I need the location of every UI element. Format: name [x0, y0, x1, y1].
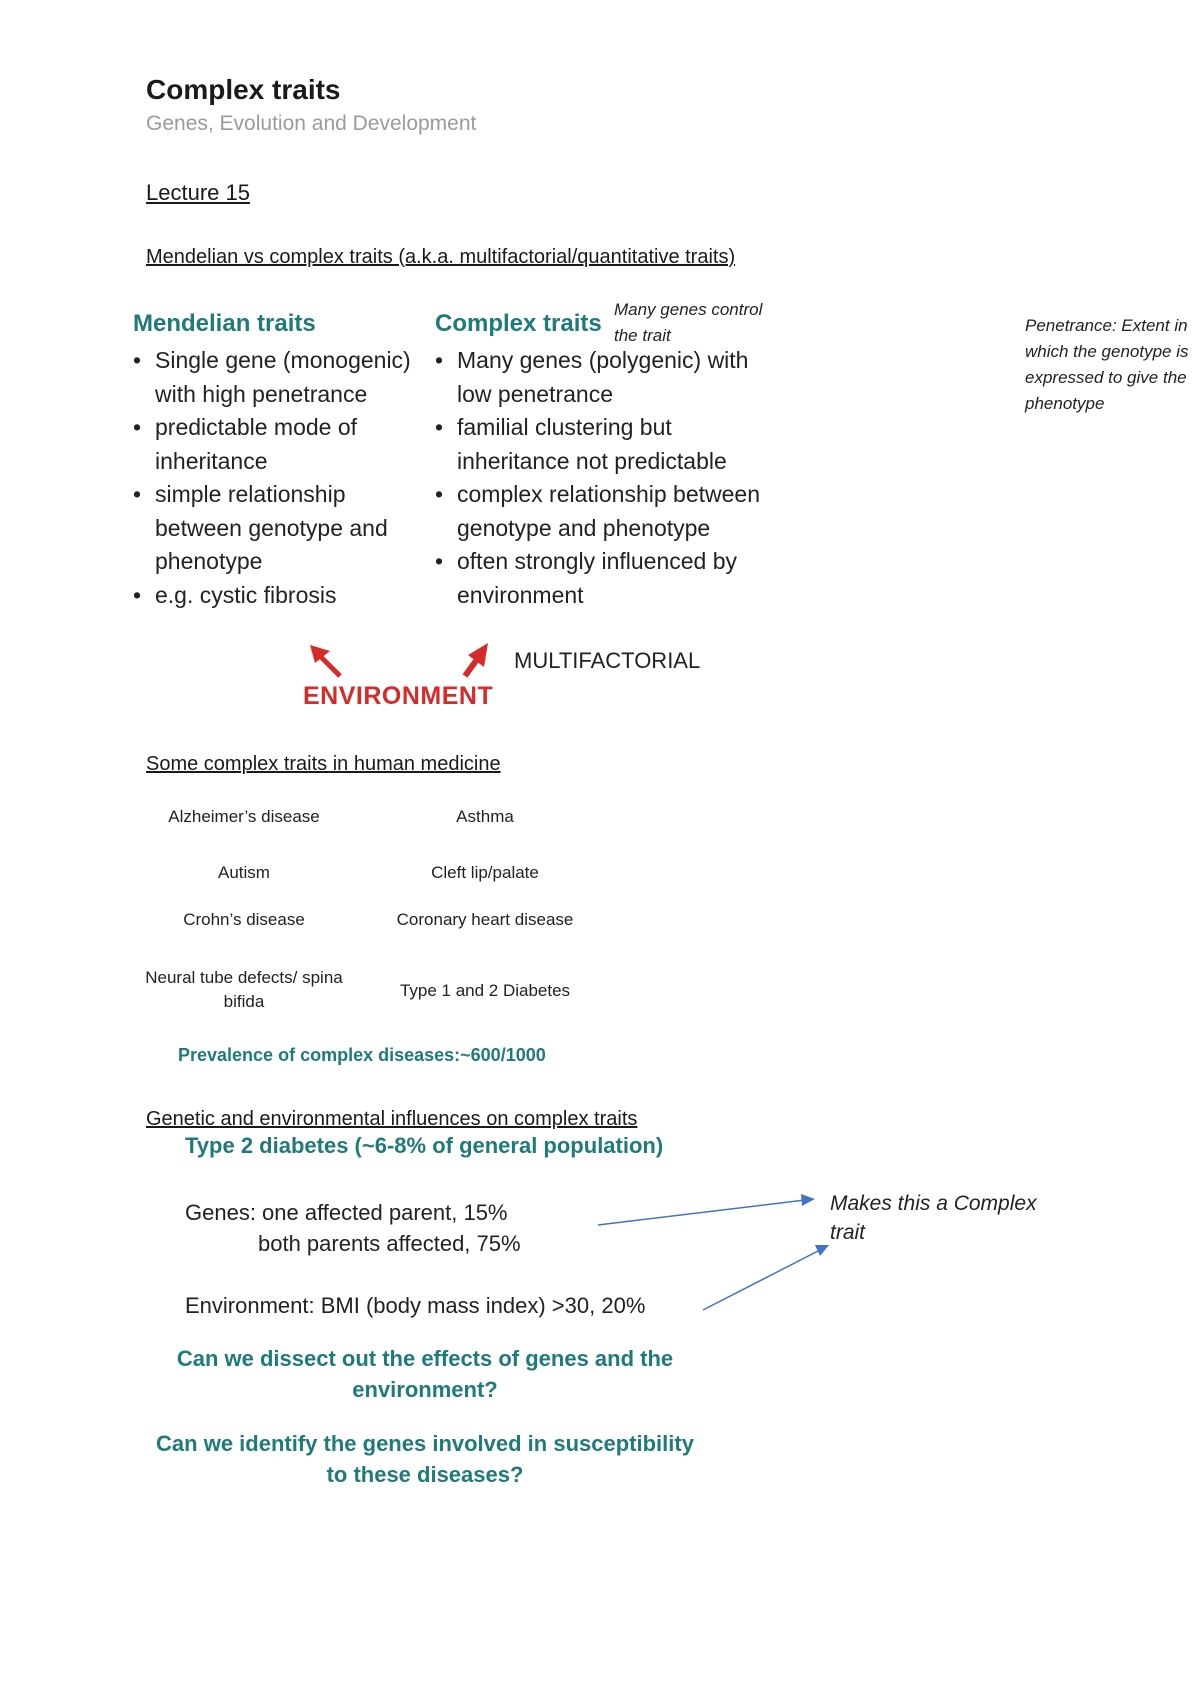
- course-subtitle: Genes, Evolution and Development: [146, 112, 477, 135]
- disease-cell: Asthma: [456, 807, 514, 826]
- mendelian-traits-list: [133, 344, 413, 612]
- penetrance-note: Penetrance: Extent in which the genotype is expressed to give the phenotype: [1025, 316, 1189, 413]
- prevalence-text: Prevalence of complex diseases:~600/1000: [178, 1045, 546, 1065]
- list-item: • e.g. cystic fibrosis: [133, 579, 413, 613]
- disease-cell: Autism: [218, 863, 270, 882]
- genes-both-parents-text: both parents affected, 75%: [258, 1231, 521, 1256]
- list-item: • Single gene (monogenic) with high penetrance: [133, 344, 413, 411]
- disease-cell: Type 1 and 2 Diabetes: [399, 981, 571, 1000]
- environment-bmi-text: Environment: BMI (body mass index) >30, 20%: [185, 1293, 646, 1318]
- list-item: • often strongly influenced by environment: [435, 545, 780, 612]
- page-title: Complex traits: [146, 74, 341, 105]
- environment-arrow-right: [465, 643, 488, 676]
- question-identify-genes: Can we identify the genes involved in susceptibility to these diseases?: [156, 1431, 694, 1487]
- mendelian-traits-title: Mendelian traits: [133, 310, 316, 337]
- section-heading-complex-traits-medicine: Some complex traits in human medicine: [146, 753, 501, 775]
- many-genes-note: Many genes control the trait: [614, 300, 763, 345]
- list-item: • predictable mode of inheritance: [133, 411, 413, 478]
- type2-diabetes-heading: Type 2 diabetes (~6-8% of general population): [185, 1133, 664, 1158]
- disease-cell: Coronary heart disease: [396, 910, 574, 929]
- environment-arrow-left: [310, 645, 340, 676]
- question-dissect-effects: Can we dissect out the effects of genes and the environment?: [176, 1346, 674, 1402]
- genes-one-parent-text: Genes: one affected parent, 15%: [185, 1200, 508, 1225]
- disease-cell: Cleft lip/palate: [431, 863, 539, 882]
- list-item: • simple relationship between genotype and phenotype: [133, 478, 413, 579]
- arrow-environment-to-note: [703, 1245, 829, 1310]
- disease-cell: Neural tube defects/ spina bifida: [145, 968, 343, 1011]
- section-heading-mendelian-vs-complex: Mendelian vs complex traits (a.k.a. multifactorial/quantitative traits): [146, 246, 736, 268]
- list-item: • complex relationship between genotype and phenotype: [435, 478, 780, 545]
- multifactorial-label: MULTIFACTORIAL: [514, 648, 701, 673]
- disease-cell: Crohn’s disease: [183, 910, 305, 929]
- list-item: • familial clustering but inheritance not predictable: [435, 411, 780, 478]
- section-heading-genetic-environmental: Genetic and environmental influences on complex traits: [146, 1108, 638, 1130]
- complex-traits-title: Complex traits: [435, 310, 602, 337]
- disease-cell: Alzheimer’s disease: [168, 807, 320, 826]
- makes-complex-trait-note: Makes this a Complex trait: [830, 1192, 1037, 1244]
- lecture-heading: Lecture 15: [146, 180, 250, 205]
- list-item: • Many genes (polygenic) with low penetrance: [435, 344, 780, 411]
- environment-label: ENVIRONMENT: [303, 682, 494, 710]
- complex-traits-list: [435, 344, 780, 612]
- arrow-genes-to-note: [598, 1194, 815, 1225]
